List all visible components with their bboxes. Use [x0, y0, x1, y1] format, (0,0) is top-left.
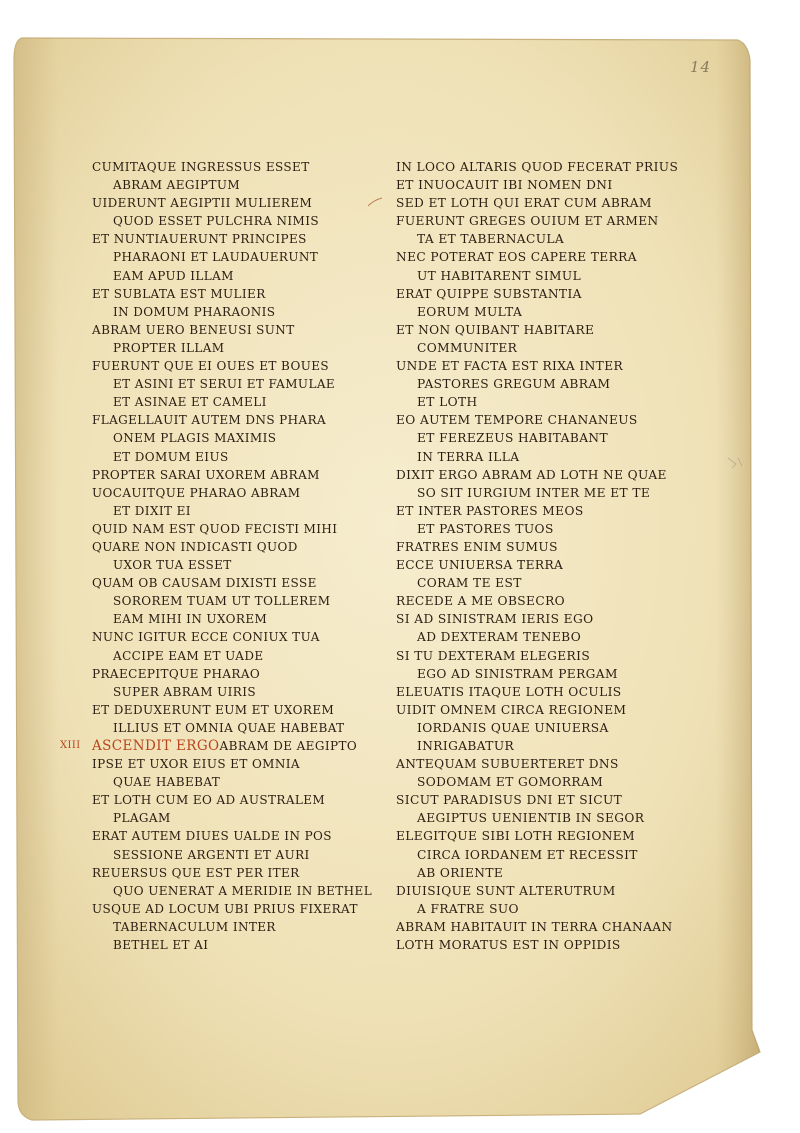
- manuscript-line: [92, 610, 382, 628]
- line-text: UNDE ET FACTA EST RIXA INTER: [396, 359, 624, 374]
- manuscript-line: [92, 773, 382, 791]
- line-text: RECEDE A ME OBSECRO: [396, 594, 566, 609]
- line-text: PROPTER SARAI UXOREM ABRAM: [92, 467, 320, 482]
- manuscript-line: [92, 466, 382, 484]
- manuscript-line: [396, 411, 696, 429]
- manuscript-line: [92, 158, 382, 176]
- manuscript-line: [396, 827, 696, 845]
- line-text: UIDERUNT AEGIPTII MULIEREM: [92, 196, 313, 211]
- manuscript-line: [396, 755, 696, 773]
- line-text: ET ASINI ET SERUI ET FAMULAE: [113, 377, 336, 392]
- line-text: COMMUNITER: [417, 340, 518, 355]
- manuscript-line: [92, 918, 382, 936]
- manuscript-line: [396, 918, 696, 936]
- manuscript-line: [396, 791, 696, 809]
- line-text: IORDANIS QUAE UNIUERSA: [417, 720, 609, 735]
- line-text: SESSIONE ARGENTI ET AURI: [113, 847, 310, 862]
- manuscript-line: [396, 158, 696, 176]
- line-text: SOROREM TUAM UT TOLLEREM: [113, 594, 331, 609]
- line-text: QUO UENERAT A MERIDIE IN BETHEL: [113, 883, 373, 898]
- manuscript-line: [92, 230, 382, 248]
- line-text: ABRAM AEGIPTUM: [113, 178, 241, 193]
- line-text: NUNC IGITUR ECCE CONIUX TUA: [92, 630, 320, 645]
- manuscript-line: [396, 393, 696, 411]
- line-text: EORUM MULTA: [417, 304, 523, 319]
- manuscript-line: [92, 846, 382, 864]
- line-text: QUARE NON INDICASTI QUOD: [92, 539, 298, 554]
- manuscript-line: [396, 665, 696, 683]
- line-text: SUPER ABRAM UIRIS: [113, 684, 256, 699]
- line-text: ET SUBLATA EST MULIER: [92, 286, 266, 301]
- manuscript-line: [396, 520, 696, 538]
- manuscript-line: [92, 176, 382, 194]
- manuscript-line: [396, 556, 696, 574]
- manuscript-line: [92, 429, 382, 447]
- line-text: IN TERRA ILLA: [417, 449, 520, 464]
- line-text: IPSE ET UXOR EIUS ET OMNIA: [92, 757, 300, 772]
- line-text: ERAT QUIPPE SUBSTANTIA: [396, 286, 582, 301]
- line-text: ABRAM DE AEGIPTO: [219, 739, 358, 753]
- manuscript-line: [92, 628, 382, 646]
- line-text: ECCE UNIUERSA TERRA: [396, 558, 564, 573]
- line-text: ET ASINAE ET CAMELI: [113, 395, 267, 410]
- manuscript-line: [396, 267, 696, 285]
- manuscript-line: [396, 882, 696, 900]
- manuscript-line: [396, 846, 696, 864]
- line-text: UXOR TUA ESSET: [113, 558, 232, 573]
- line-text: ET INTER PASTORES MEOS: [396, 503, 584, 518]
- line-text: QUAM OB CAUSAM DIXISTI ESSE: [92, 576, 317, 591]
- line-text: AEGIPTUS UENIENTIB IN SEGOR: [417, 811, 645, 826]
- line-text: UIDIT OMNEM CIRCA REGIONEM: [396, 702, 627, 717]
- line-text: EGO AD SINISTRAM PERGAM: [417, 666, 618, 681]
- manuscript-line: [396, 429, 696, 447]
- line-text: DIXIT ERGO ABRAM AD LOTH NE QUAE: [396, 467, 667, 482]
- manuscript-line: [396, 321, 696, 339]
- manuscript-line: [396, 303, 696, 321]
- manuscript-line: [92, 701, 382, 719]
- line-text: QUAE HABEBAT: [113, 775, 221, 790]
- line-text: CORAM TE EST: [417, 576, 522, 591]
- manuscript-line: [396, 719, 696, 737]
- line-text: EAM MIHI IN UXOREM: [113, 612, 268, 627]
- line-text: PRAECEPITQUE PHARAO: [92, 666, 261, 681]
- manuscript-line: [396, 936, 696, 954]
- line-text: ABRAM HABITAUIT IN TERRA CHANAAN: [396, 919, 673, 934]
- line-text: ET INUOCAUIT IBI NOMEN DNI: [396, 178, 613, 193]
- manuscript-line: [396, 701, 696, 719]
- line-text: ET LOTH: [417, 395, 478, 410]
- manuscript-line: [396, 375, 696, 393]
- right-text-column: [396, 158, 696, 954]
- line-text: ET DOMUM EIUS: [113, 449, 229, 464]
- manuscript-line: [396, 628, 696, 646]
- manuscript-line: [396, 574, 696, 592]
- manuscript-line: [92, 357, 382, 375]
- manuscript-line: [92, 502, 382, 520]
- line-text: ET NUNTIAUERUNT PRINCIPES: [92, 232, 307, 247]
- line-text: DIUISIQUE SUNT ALTERUTRUM: [396, 883, 616, 898]
- manuscript-line: [396, 683, 696, 701]
- manuscript-line: [396, 809, 696, 827]
- manuscript-line: [92, 719, 382, 737]
- manuscript-line: [396, 647, 696, 665]
- line-text: ELEUATIS ITAQUE LOTH OCULIS: [396, 684, 622, 699]
- manuscript-line: [396, 230, 696, 248]
- manuscript-line: [92, 538, 382, 556]
- line-text: TA ET TABERNACULA: [417, 232, 565, 247]
- line-text: IN LOCO ALTARIS QUOD FECERAT PRIUS: [396, 160, 679, 174]
- manuscript-line: [92, 791, 382, 809]
- line-text: SODOMAM ET GOMORRAM: [417, 775, 604, 790]
- manuscript-line: [92, 375, 382, 393]
- line-text: SO SIT IURGIUM INTER ME ET TE: [417, 485, 651, 500]
- manuscript-line: [396, 357, 696, 375]
- manuscript-line: [92, 285, 382, 303]
- line-text: FUERUNT QUE EI OUES ET BOUES: [92, 359, 330, 374]
- line-text: CUMITAQUE INGRESSUS ESSET: [92, 160, 310, 174]
- manuscript-line: [92, 683, 382, 701]
- manuscript-line: [92, 303, 382, 321]
- line-text: FLAGELLAUIT AUTEM DNS PHARA: [92, 413, 327, 428]
- line-text: ANTEQUAM SUBUERTERET DNS: [396, 757, 619, 772]
- line-text: ELEGITQUE SIBI LOTH REGIONEM: [396, 829, 635, 844]
- manuscript-line: [92, 900, 382, 918]
- manuscript-line: [396, 466, 696, 484]
- manuscript-line: [92, 321, 382, 339]
- line-text: PHARAONI ET LAUDAUERUNT: [113, 250, 319, 265]
- manuscript-line: [396, 737, 696, 755]
- manuscript-line: [92, 484, 382, 502]
- folio-number: 14: [690, 58, 712, 76]
- manuscript-line: [396, 773, 696, 791]
- line-text: SI AD SINISTRAM IERIS EGO: [396, 612, 594, 627]
- manuscript-line: [92, 809, 382, 827]
- line-text: ABRAM UERO BENEUSI SUNT: [92, 322, 295, 337]
- line-text: A FRATRE SUO: [417, 901, 519, 916]
- manuscript-line: [396, 484, 696, 502]
- manuscript-line: [92, 882, 382, 900]
- line-text: ET DEDUXERUNT EUM ET UXOREM: [92, 702, 335, 717]
- line-text: EAM APUD ILLAM: [113, 268, 234, 283]
- line-text: UOCAUITQUE PHARAO ABRAM: [92, 485, 301, 500]
- manuscript-line: [92, 574, 382, 592]
- manuscript-line: [396, 285, 696, 303]
- manuscript-line: [60, 737, 382, 755]
- line-text: ET NON QUIBANT HABITARE: [396, 322, 595, 337]
- line-text: EO AUTEM TEMPORE CHANANEUS: [396, 413, 638, 428]
- manuscript-line: [92, 556, 382, 574]
- line-text: ILLIUS ET OMNIA QUAE HABEBAT: [113, 720, 345, 735]
- line-text: PLAGAM: [113, 811, 171, 826]
- manuscript-line: [92, 393, 382, 411]
- manuscript-line: [396, 176, 696, 194]
- line-text: ET DIXIT EI: [113, 503, 191, 518]
- line-text: CIRCA IORDANEM ET RECESSIT: [417, 847, 638, 862]
- manuscript-line: [92, 936, 382, 954]
- line-text: ET FEREZEUS HABITABANT: [417, 431, 608, 446]
- line-text: USQUE AD LOCUM UBI PRIUS FIXERAT: [92, 901, 358, 916]
- line-text: AD DEXTERAM TENEBO: [417, 630, 582, 645]
- left-text-column: [60, 158, 382, 954]
- line-text: SED ET LOTH QUI ERAT CUM ABRAM: [396, 196, 652, 211]
- line-text: UT HABITARENT SIMUL: [417, 268, 582, 283]
- line-text: QUID NAM EST QUOD FECISTI MIHI: [92, 521, 338, 536]
- manuscript-line: [92, 411, 382, 429]
- line-text: SICUT PARADISUS DNI ET SICUT: [396, 793, 623, 808]
- manuscript-line: [92, 520, 382, 538]
- manuscript-line: [92, 194, 382, 212]
- line-text: AB ORIENTE: [417, 865, 504, 880]
- rubric-initial: ASCENDIT ERGO: [92, 738, 220, 754]
- manuscript-line: [396, 448, 696, 466]
- line-text: ET PASTORES TUOS: [417, 521, 554, 536]
- line-text: LOTH MORATUS EST IN OPPIDIS: [396, 938, 621, 953]
- line-text: ERAT AUTEM DIUES UALDE IN POS: [92, 829, 332, 844]
- manuscript-line: [92, 212, 382, 230]
- line-text: REUERSUS QUE EST PER ITER: [92, 865, 300, 880]
- manuscript-line: [92, 339, 382, 357]
- manuscript-line: [92, 755, 382, 773]
- manuscript-line: [396, 610, 696, 628]
- manuscript-line: [92, 592, 382, 610]
- manuscript-line: [396, 212, 696, 230]
- manuscript-line: [92, 864, 382, 882]
- line-text: NEC POTERAT EOS CAPERE TERRA: [396, 250, 637, 265]
- line-text: SI TU DEXTERAM ELEGERIS: [396, 648, 591, 663]
- line-text: BETHEL ET AI: [113, 938, 209, 953]
- manuscript-line: [92, 248, 382, 266]
- line-text: TABERNACULUM INTER: [113, 919, 276, 934]
- manuscript-line: [92, 267, 382, 285]
- margin-chapter-number: XIII: [60, 740, 81, 751]
- manuscript-line: [396, 248, 696, 266]
- manuscript-line: [92, 665, 382, 683]
- line-text: ACCIPE EAM ET UADE: [113, 648, 264, 663]
- manuscript-line: [92, 647, 382, 665]
- manuscript-line: [396, 864, 696, 882]
- line-text: FUERUNT GREGES OUIUM ET ARMEN: [396, 214, 659, 229]
- line-text: PASTORES GREGUM ABRAM: [417, 377, 611, 392]
- manuscript-line: [92, 448, 382, 466]
- manuscript-line: [396, 194, 696, 212]
- manuscript-line: [92, 827, 382, 845]
- manuscript-line: [396, 592, 696, 610]
- line-text: FRATRES ENIM SUMUS: [396, 539, 558, 554]
- line-text: QUOD ESSET PULCHRA NIMIS: [113, 214, 319, 229]
- manuscript-line: [396, 900, 696, 918]
- line-text: ET LOTH CUM EO AD AUSTRALEM: [92, 793, 326, 808]
- line-text: ONEM PLAGIS MAXIMIS: [113, 431, 277, 446]
- manuscript-line: [396, 502, 696, 520]
- line-text: PROPTER ILLAM: [113, 340, 225, 355]
- manuscript-line: [396, 339, 696, 357]
- manuscript-line: [396, 538, 696, 556]
- line-text: INRIGABATUR: [417, 739, 515, 753]
- line-text: IN DOMUM PHARAONIS: [113, 304, 276, 319]
